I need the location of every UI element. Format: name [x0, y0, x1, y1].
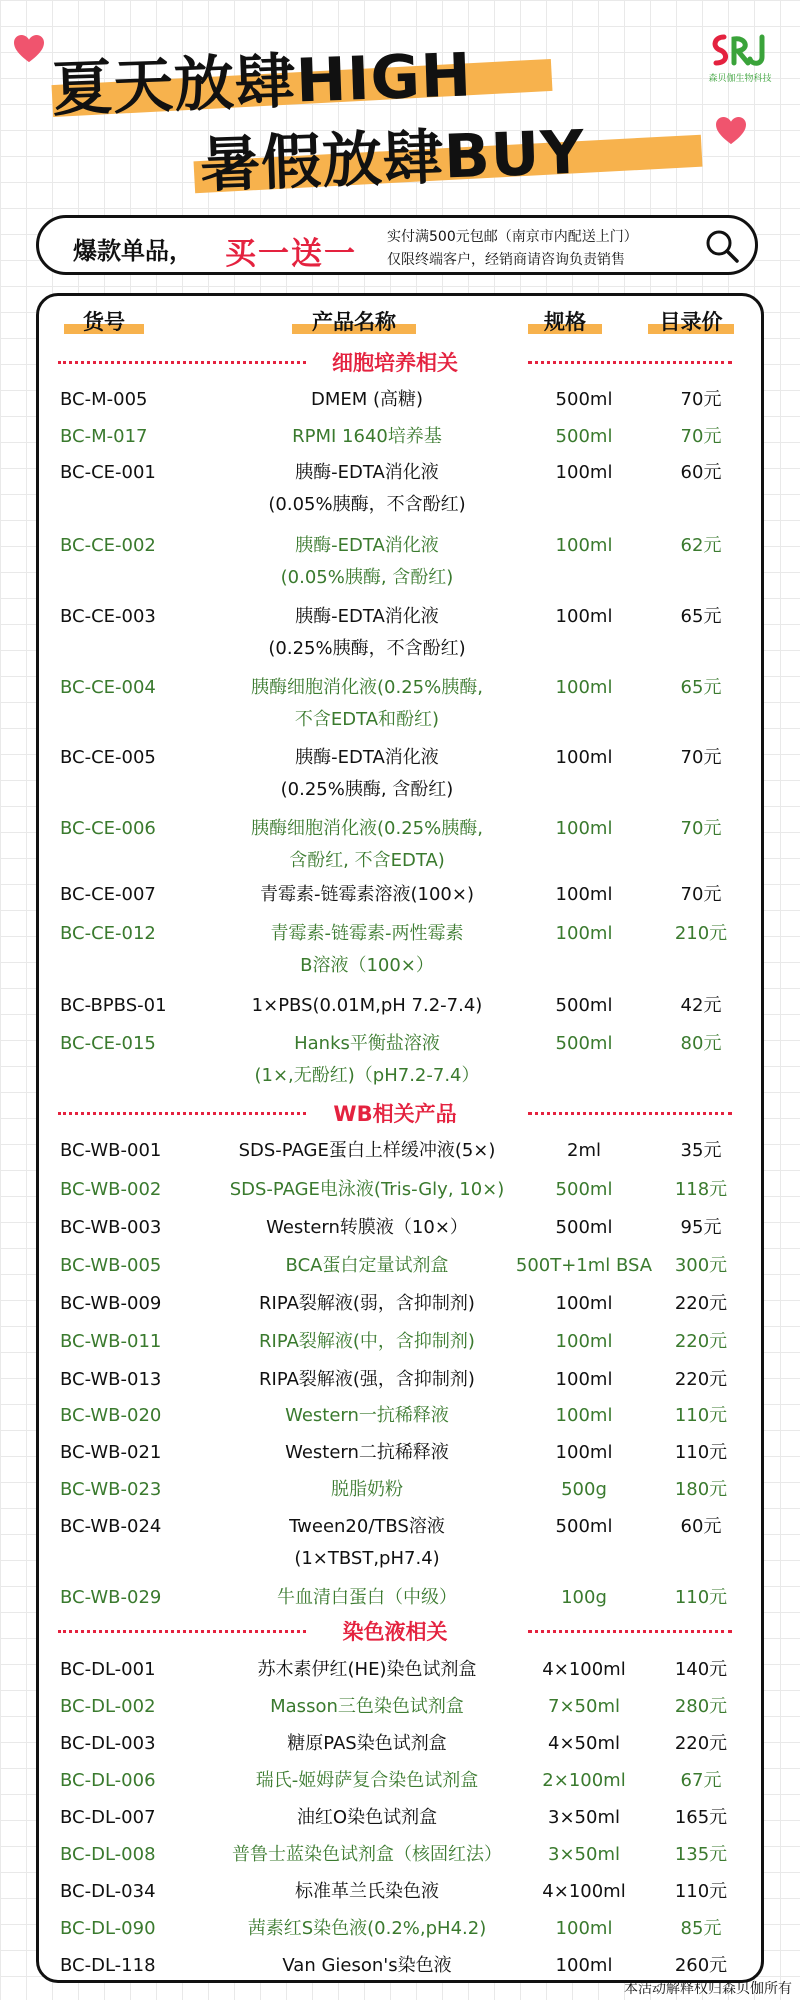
- product-name: [222, 1028, 512, 1092]
- product-code: BC-DL-002: [60, 1696, 156, 1717]
- product-spec: 100ml: [555, 1405, 613, 1426]
- product-price: 60元: [680, 1516, 722, 1537]
- product-price: 70元: [680, 884, 722, 905]
- product-name: [222, 918, 512, 982]
- title-text-1: 夏天放肆HIGH: [50, 40, 474, 125]
- product-name: [222, 1913, 512, 1945]
- product-spec: 100ml: [555, 1955, 613, 1976]
- product-name-line: 普鲁士蓝染色试剂盒（核固红法）: [232, 1844, 502, 1865]
- product-code: BC-WB-003: [60, 1217, 162, 1238]
- product-name: [222, 457, 512, 521]
- product-code: BC-CE-001: [60, 462, 156, 483]
- logo-text: 森贝伽生物科技: [708, 74, 772, 84]
- product-name-line: 牛血清白蛋白（中级）: [277, 1587, 457, 1608]
- product-name: [222, 1582, 512, 1614]
- product-code: BC-WB-023: [60, 1479, 162, 1500]
- product-name: [222, 384, 512, 416]
- product-name: [222, 1437, 512, 1469]
- title-line-1: [50, 40, 562, 125]
- product-price: 300元: [674, 1255, 728, 1276]
- product-spec: 100ml: [555, 1293, 613, 1314]
- product-name-line: 青霉素-链霉素溶液(100×): [260, 884, 474, 905]
- product-spec: 2×100ml: [542, 1770, 626, 1791]
- product-code: BC-WB-029: [60, 1587, 162, 1608]
- product-spec: 100ml: [555, 1918, 613, 1939]
- product-code: BC-DL-008: [60, 1844, 156, 1865]
- product-spec: 100ml: [555, 1442, 613, 1463]
- product-spec: 500ml: [555, 1516, 613, 1537]
- product-code: BC-WB-021: [60, 1442, 162, 1463]
- product-spec: 7×50ml: [548, 1696, 620, 1717]
- product-name-line: 苏木素伊红(HE)染色试剂盒: [257, 1659, 477, 1680]
- product-code: BC-CE-004: [60, 677, 156, 698]
- product-name-line: 含酚红, 不含EDTA): [289, 850, 445, 871]
- product-name: [222, 601, 512, 665]
- product-code: BC-CE-003: [60, 606, 156, 627]
- title-text-2: 暑假放肆BUY: [198, 117, 587, 201]
- section-title: 细胞培养相关: [332, 351, 458, 375]
- product-name-line: (0.25%胰酶，不含酚红): [268, 638, 466, 659]
- product-name: [222, 1728, 512, 1760]
- product-code: BC-WB-013: [60, 1369, 162, 1390]
- product-price: 85元: [680, 1918, 722, 1939]
- product-code: BC-M-017: [60, 426, 148, 447]
- product-spec: 500ml: [555, 995, 613, 1016]
- product-code: BC-CE-006: [60, 818, 156, 839]
- product-code: BC-CE-012: [60, 923, 156, 944]
- product-price: 135元: [674, 1844, 728, 1865]
- footer-note: 本活动解释权归森贝伽所有: [624, 1981, 792, 1997]
- product-price: 62元: [680, 535, 722, 556]
- product-code: BC-CE-002: [60, 535, 156, 556]
- product-price: 140元: [674, 1659, 728, 1680]
- product-spec: 500ml: [555, 1179, 613, 1200]
- product-name-line: 胰酶细胞消化液(0.25%胰酶,: [251, 818, 483, 839]
- product-name: [222, 1250, 512, 1282]
- column-header-price: 目录价: [648, 306, 734, 336]
- product-spec: 100ml: [555, 606, 613, 627]
- product-name-line: (1×TBST,pH7.4): [294, 1548, 440, 1569]
- product-code: BC-WB-011: [60, 1331, 162, 1352]
- product-name: [222, 1364, 512, 1396]
- column-header-spec: 规格: [528, 306, 602, 336]
- product-code: BC-DL-003: [60, 1733, 156, 1754]
- product-name: [222, 1654, 512, 1686]
- product-price: 110元: [674, 1881, 728, 1902]
- product-price: 80元: [680, 1033, 722, 1054]
- product-price: 260元: [674, 1955, 728, 1976]
- product-name-line: SDS-PAGE蛋白上样缓冲液(5×): [238, 1140, 496, 1161]
- product-price: 110元: [674, 1405, 728, 1426]
- product-price: 220元: [674, 1293, 728, 1314]
- product-spec: 100ml: [555, 535, 613, 556]
- product-name: [222, 1511, 512, 1575]
- section-title: WB相关产品: [333, 1102, 457, 1126]
- product-spec: 500T+1ml BSA: [515, 1255, 653, 1276]
- product-spec: 100ml: [555, 818, 613, 839]
- product-name: [222, 672, 512, 736]
- product-name: [222, 879, 512, 911]
- section-header: [58, 347, 732, 377]
- product-spec: 100ml: [555, 923, 613, 944]
- product-code: BC-DL-118: [60, 1955, 156, 1976]
- product-code: BC-DL-090: [60, 1918, 156, 1939]
- product-spec: 4×100ml: [542, 1881, 626, 1902]
- product-price: 65元: [680, 606, 722, 627]
- product-price: 67元: [680, 1770, 722, 1791]
- product-price: 95元: [680, 1217, 722, 1238]
- product-price: 280元: [674, 1696, 728, 1717]
- product-name: [222, 1288, 512, 1320]
- product-price: 110元: [674, 1587, 728, 1608]
- product-name: [222, 530, 512, 594]
- product-spec: 100ml: [555, 747, 613, 768]
- product-name-line: Western转膜液（10×）: [266, 1217, 468, 1238]
- product-name: [222, 1135, 512, 1167]
- product-name-line: RIPA裂解液(弱，含抑制剂): [259, 1293, 475, 1314]
- product-name-line: Masson三色染色试剂盒: [270, 1696, 464, 1717]
- heart-icon: [14, 34, 44, 64]
- product-price: 220元: [674, 1331, 728, 1352]
- product-name: [222, 990, 512, 1022]
- product-price: 118元: [674, 1179, 728, 1200]
- product-price: 180元: [674, 1479, 728, 1500]
- product-name: [222, 1876, 512, 1908]
- product-name: [222, 1802, 512, 1834]
- product-name-line: RIPA裂解液(强，含抑制剂): [259, 1369, 475, 1390]
- product-spec: 100g: [561, 1587, 607, 1608]
- product-price: 70元: [680, 389, 722, 410]
- product-price: 220元: [674, 1369, 728, 1390]
- product-spec: 4×100ml: [542, 1659, 626, 1680]
- banner-label: 爆款单品，: [73, 237, 193, 265]
- product-name-line: SDS-PAGE电泳液(Tris-Gly, 10×): [229, 1179, 505, 1200]
- product-code: BC-WB-020: [60, 1405, 162, 1426]
- product-price: 70元: [680, 747, 722, 768]
- product-spec: 4×50ml: [548, 1733, 620, 1754]
- product-price: 70元: [680, 818, 722, 839]
- product-code: BC-DL-001: [60, 1659, 156, 1680]
- product-price: 210元: [674, 923, 728, 944]
- product-price: 60元: [680, 462, 722, 483]
- product-code: BC-WB-024: [60, 1516, 162, 1537]
- product-code: BC-WB-009: [60, 1293, 162, 1314]
- product-name: [222, 1474, 512, 1506]
- column-header-name: 产品名称: [292, 306, 416, 336]
- product-spec: 3×50ml: [548, 1844, 620, 1865]
- section-header: [58, 1616, 732, 1646]
- product-name-line: (0.25%胰酶, 含酚红): [280, 779, 454, 800]
- product-name-line: Western一抗稀释液: [285, 1405, 449, 1426]
- brand-logo: [706, 22, 774, 84]
- search-icon[interactable]: [703, 227, 741, 265]
- product-spec: 100ml: [555, 462, 613, 483]
- banner-note-1: 实付满500元包邮（南京市内配送上门）: [387, 229, 638, 245]
- product-spec: 500ml: [555, 389, 613, 410]
- product-name-line: 青霉素-链霉素-两性霉素: [270, 923, 464, 944]
- product-code: BC-CE-015: [60, 1033, 156, 1054]
- product-name-line: 油红O染色试剂盒: [296, 1807, 438, 1828]
- product-name-line: Hanks平衡盐溶液: [294, 1033, 440, 1054]
- product-code: BC-WB-005: [60, 1255, 162, 1276]
- promo-banner: [36, 215, 758, 275]
- product-name-line: DMEM (高糖): [310, 389, 424, 410]
- product-spec: 100ml: [555, 884, 613, 905]
- product-name-line: (0.05%胰酶, 含酚红): [280, 567, 454, 588]
- heart-icon: [716, 116, 746, 146]
- product-name-line: 脱脂奶粉: [331, 1479, 403, 1500]
- product-name: [222, 1691, 512, 1723]
- product-spec: 100ml: [555, 1331, 613, 1352]
- product-name: [222, 813, 512, 877]
- product-name-line: (0.05%胰酶，不含酚红): [268, 494, 466, 515]
- banner-note-2: 仅限终端客户，经销商请咨询负责销售: [387, 252, 625, 268]
- product-name: [222, 1400, 512, 1432]
- product-name: [222, 1765, 512, 1797]
- product-name-line: (1×,无酚红)（pH7.2-7.4）: [254, 1065, 480, 1086]
- product-price: 70元: [680, 426, 722, 447]
- product-name-line: 瑞氏-姬姆萨复合染色试剂盒: [255, 1770, 479, 1791]
- product-code: BC-CE-005: [60, 747, 156, 768]
- product-name-line: 胰酶-EDTA消化液: [295, 462, 439, 483]
- section-title: 染色液相关: [342, 1620, 448, 1644]
- product-price: 42元: [680, 995, 722, 1016]
- product-name-line: 胰酶-EDTA消化液: [295, 535, 439, 556]
- product-name: [222, 742, 512, 806]
- product-spec: 500ml: [555, 1033, 613, 1054]
- product-spec: 2ml: [567, 1140, 601, 1161]
- product-code: BC-BPBS-01: [60, 995, 167, 1016]
- product-spec: 3×50ml: [548, 1807, 620, 1828]
- product-name: [222, 1839, 512, 1871]
- section-header: [58, 1098, 732, 1128]
- product-spec: 100ml: [555, 1369, 613, 1390]
- product-name-line: BCA蛋白定量试剂盒: [285, 1255, 449, 1276]
- product-name-line: RPMI 1640培养基: [292, 426, 442, 447]
- product-name-line: B溶液（100×）: [300, 955, 434, 976]
- product-name-line: Van Gieson's染色液: [282, 1955, 452, 1976]
- product-code: BC-DL-007: [60, 1807, 156, 1828]
- product-name: [222, 1212, 512, 1244]
- product-code: BC-WB-001: [60, 1140, 162, 1161]
- product-spec: 500ml: [555, 1217, 613, 1238]
- product-spec: 500g: [561, 1479, 607, 1500]
- product-price: 165元: [674, 1807, 728, 1828]
- product-name-line: 标准革兰氏染色液: [295, 1881, 439, 1902]
- product-code: BC-M-005: [60, 389, 148, 410]
- product-name-line: 胰酶细胞消化液(0.25%胰酶,: [251, 677, 483, 698]
- banner-promo: 买一送一: [225, 236, 357, 272]
- column-header-code: 货号: [64, 306, 144, 336]
- product-name-line: 1×PBS(0.01M,pH 7.2-7.4): [251, 995, 483, 1016]
- product-name-line: 胰酶-EDTA消化液: [295, 747, 439, 768]
- product-name: [222, 1174, 512, 1206]
- product-code: BC-WB-002: [60, 1179, 162, 1200]
- product-name: [222, 421, 512, 453]
- product-name-line: Tween20/TBS溶液: [289, 1516, 445, 1537]
- title-line-2: [198, 117, 700, 201]
- product-name-line: 胰酶-EDTA消化液: [295, 606, 439, 627]
- product-spec: 100ml: [555, 677, 613, 698]
- product-code: BC-CE-007: [60, 884, 156, 905]
- product-name-line: Western二抗稀释液: [285, 1442, 449, 1463]
- product-code: BC-DL-034: [60, 1881, 156, 1902]
- product-name-line: 糖原PAS染色试剂盒: [287, 1733, 447, 1754]
- product-name-line: 不含EDTA和酚红): [294, 709, 440, 730]
- product-spec: 500ml: [555, 426, 613, 447]
- product-price: 35元: [680, 1140, 722, 1161]
- product-price: 65元: [680, 677, 722, 698]
- product-name: [222, 1326, 512, 1358]
- product-price: 110元: [674, 1442, 728, 1463]
- product-name-line: 茜素红S染色液(0.2%,pH4.2): [247, 1918, 487, 1939]
- product-name-line: RIPA裂解液(中，含抑制剂): [259, 1331, 475, 1352]
- product-price: 220元: [674, 1733, 728, 1754]
- product-code: BC-DL-006: [60, 1770, 156, 1791]
